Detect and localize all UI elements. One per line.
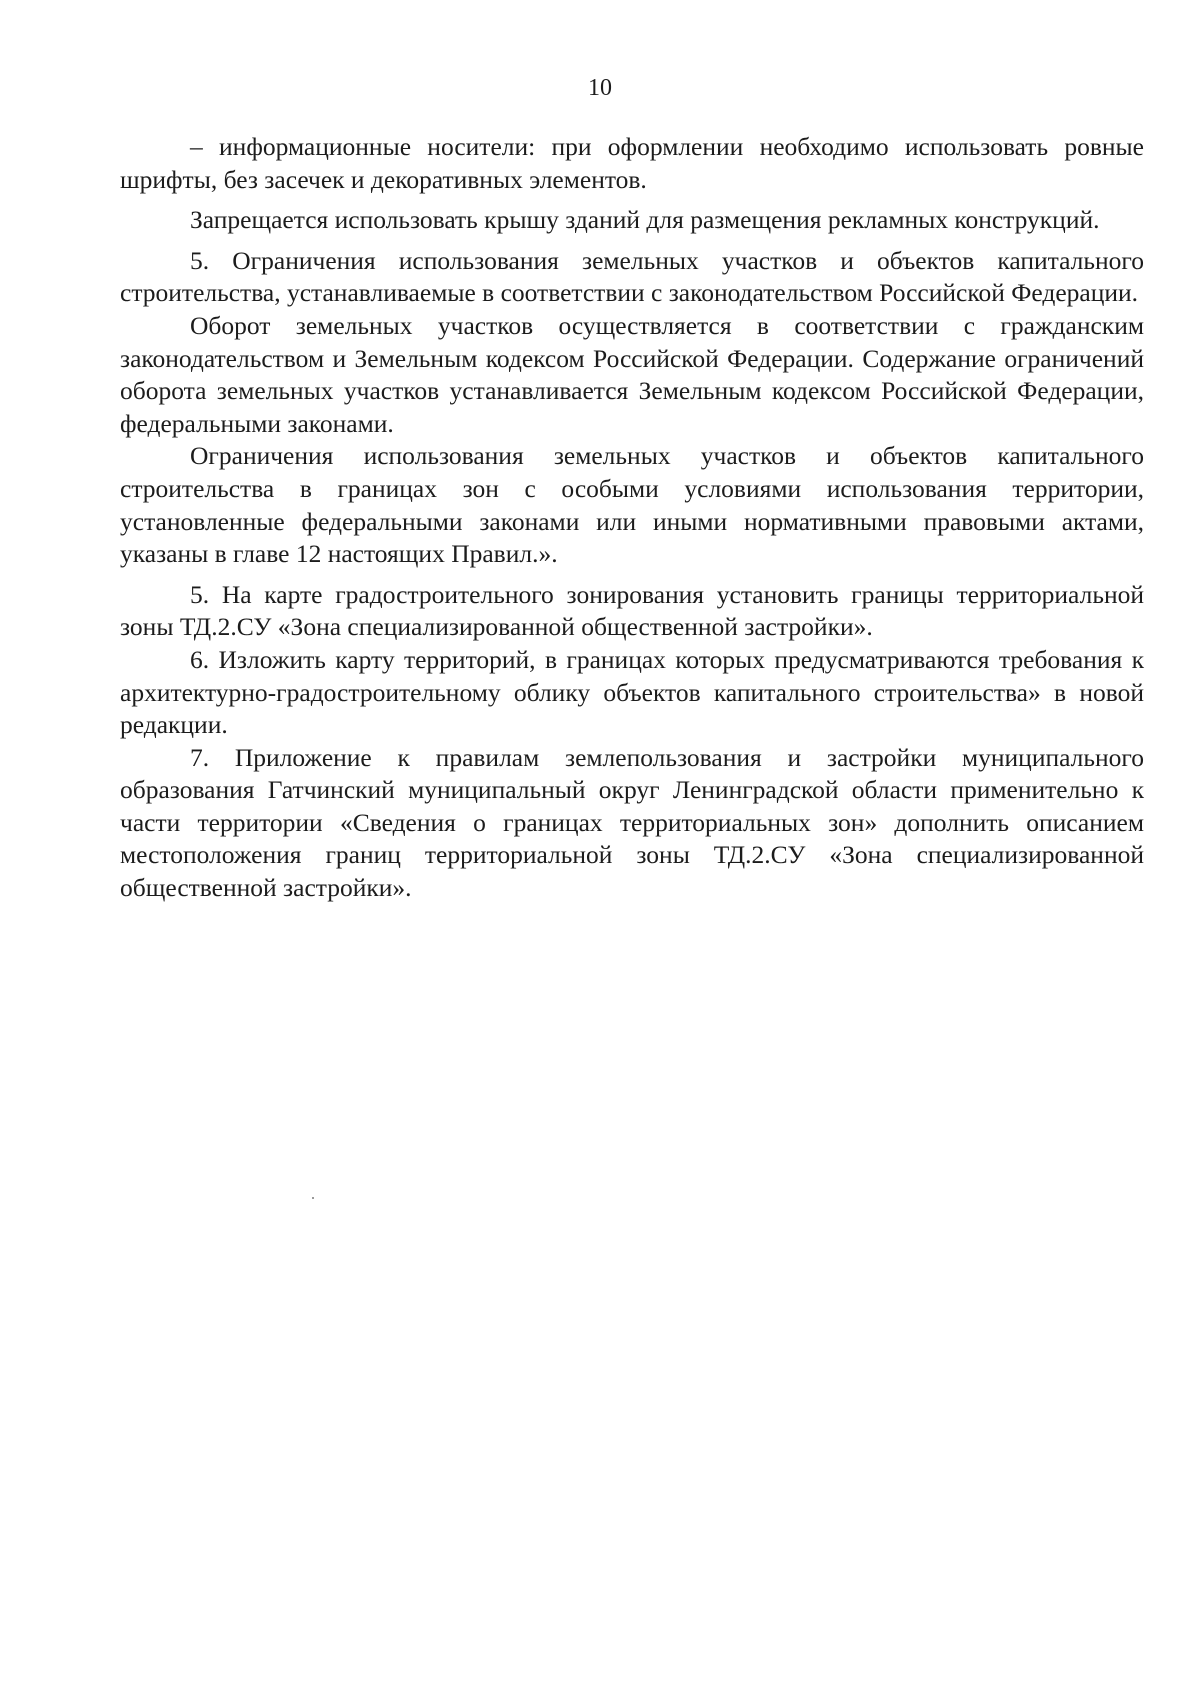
scan-speck <box>312 1197 314 1199</box>
paragraph-item-6-territory-map: 6. Изложить карту территорий, в границах которых предусматриваются требования к архитектурно-градостроительному облику объектов капитального строительства» в новой редакции. <box>120 644 1144 740</box>
paragraph-information-carriers: – информационные носители: при оформлении необходимо использовать ровные шрифты, без засечек и декоративных элементов. <box>120 132 1144 194</box>
paragraph-item-5-zoning-map: 5. На карте градостроительного зонирования установить границы территориальной зоны ТД.2.СУ «Зона специализированной общественной застройки». <box>120 579 1144 642</box>
page-number: 10 <box>588 75 612 101</box>
paragraph-roof-advertising-ban: Запрещается использовать крышу зданий для размещения рекламных конструкций. <box>190 205 1100 235</box>
paragraph-item-7-appendix: 7. Приложение к правилам землепользования и застройки муниципального образования Гатчинский муниципальный округ Ленинградской области применительно к части территории «Сведения о границах территориальных зон» дополнить описанием местоположения границ территориальной зоны ТД.2.СУ «Зона специализированной общественной застройки». <box>120 742 1144 903</box>
paragraph-special-zones: Ограничения использования земельных участков и объектов капитального строительства в границах зон с особыми условиями использования территории, установленные федеральными законами или иными нормативными правовыми актами, указаны в главе 12 настоящих Правил.». <box>120 441 1144 569</box>
document-body <box>120 131 1144 905</box>
paragraph-section-5-restrictions: 5. Ограничения использования земельных участков и объектов капитального строительства, устанавливаемые в соответствии с законодательством Российской Федерации. <box>120 245 1144 308</box>
paragraph-land-turnover: Оборот земельных участков осуществляется в соответствии с гражданским законодательством и Земельным кодексом Российской Федерации. Содержание ограничений оборота земельных участков устанавливается Земельным кодексом Российской Федерации, федеральными законами. <box>120 310 1144 438</box>
